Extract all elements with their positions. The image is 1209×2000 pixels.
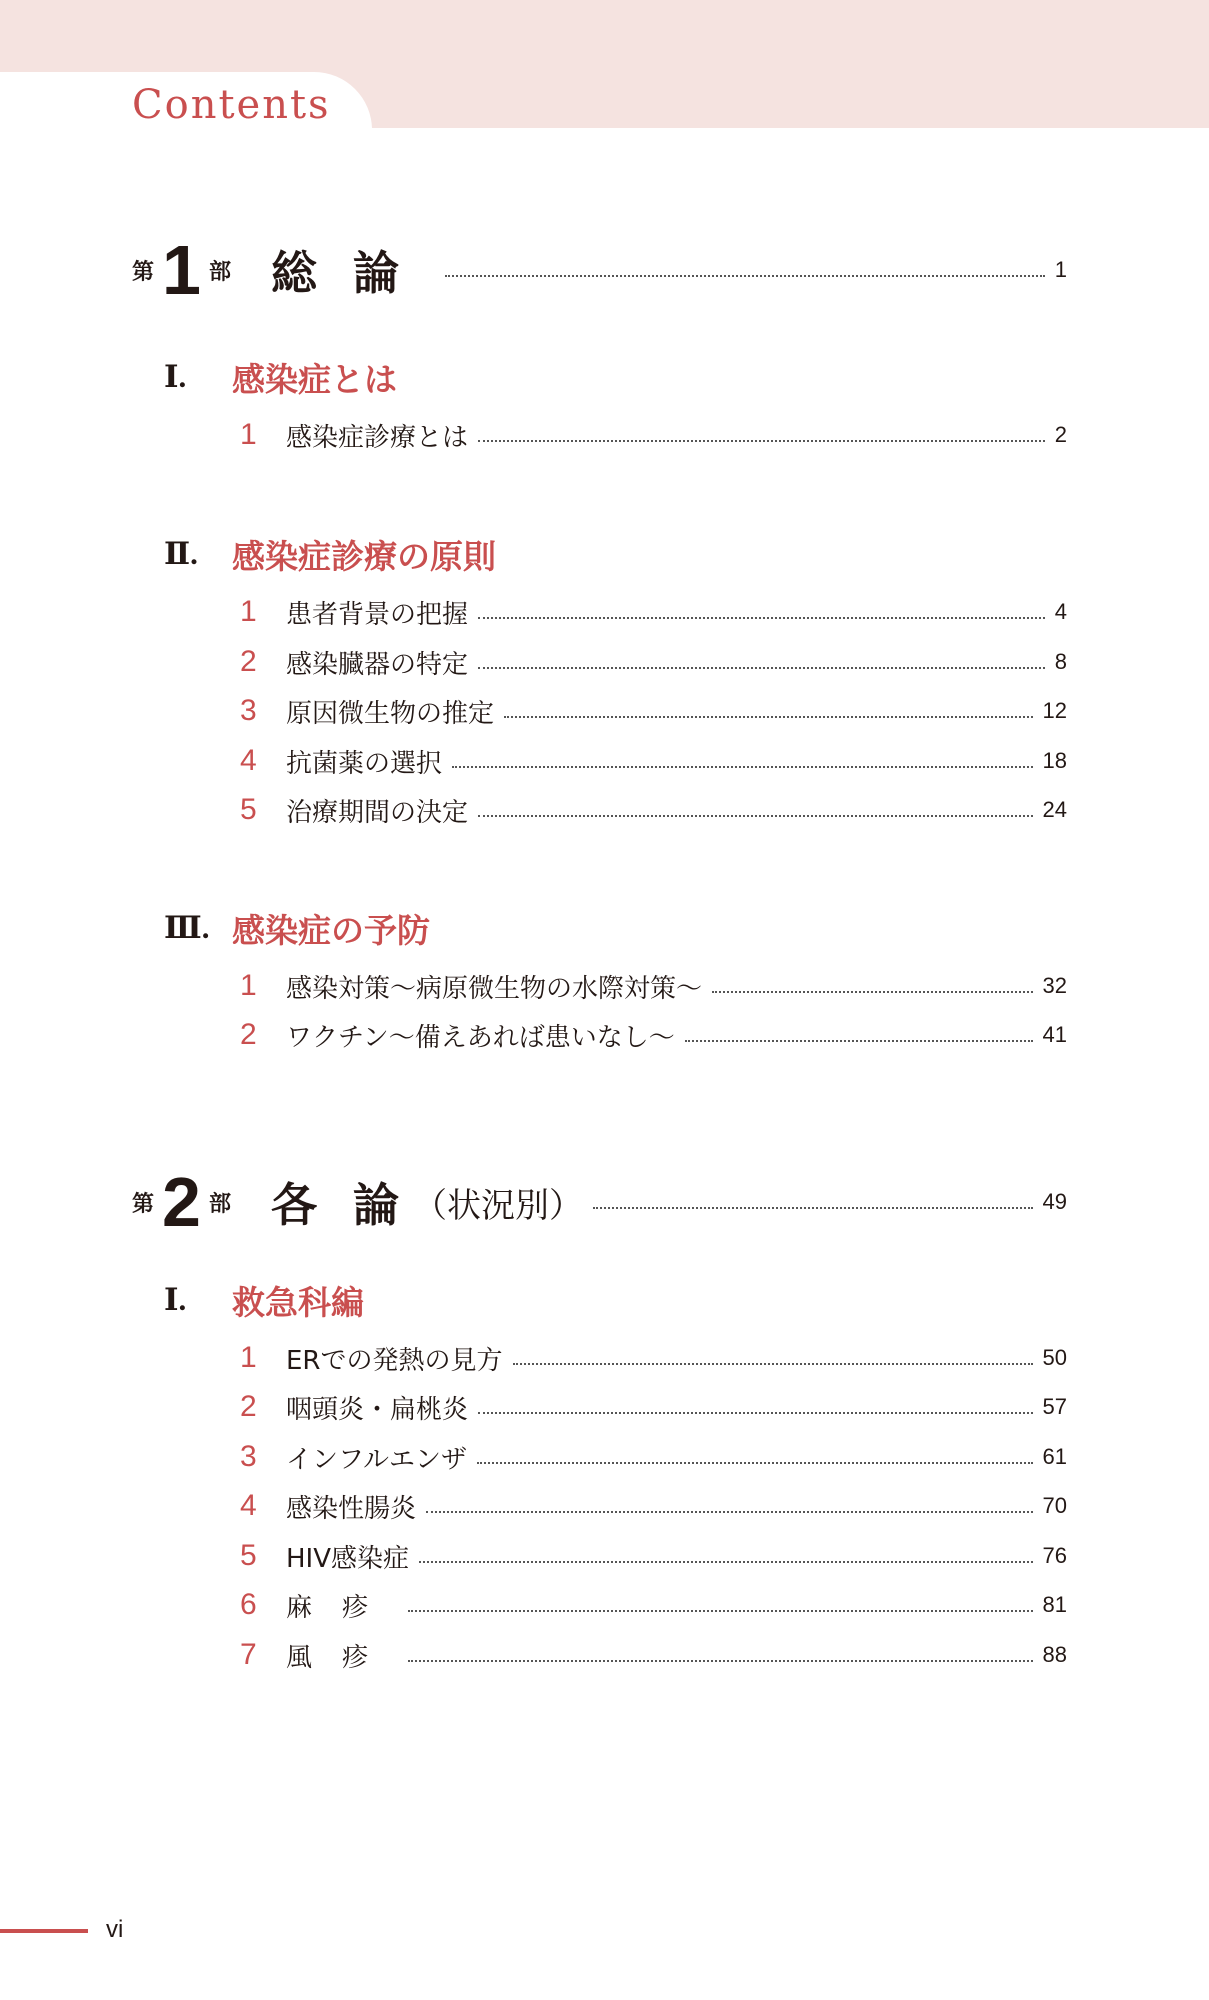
entry-title: 感染対策～病原微生物の水際対策～	[286, 973, 703, 1004]
section-numeral: Ⅰ.	[164, 1282, 187, 1317]
entry-title: 麻疹	[286, 1592, 399, 1623]
toc-entry[interactable]	[240, 1635, 1067, 1675]
section-title: 感染症診療の原則	[232, 536, 496, 576]
section-numeral: Ⅲ.	[164, 910, 210, 945]
leader-dots	[478, 617, 1045, 619]
page-number: 81	[1042, 1592, 1067, 1617]
section-title: 救急科編	[232, 1282, 364, 1322]
toc-entry[interactable]	[240, 741, 1067, 781]
entry-title: 患者背景の把握	[286, 599, 469, 630]
entry-number: 6	[240, 1588, 257, 1621]
page-number: 76	[1042, 1543, 1067, 1568]
leader-dots	[477, 1462, 1033, 1464]
toc-entry[interactable]	[240, 1536, 1067, 1576]
page-title: Contents	[132, 82, 331, 128]
entry-number: 3	[240, 694, 257, 727]
toc-entry[interactable]	[240, 1338, 1067, 1378]
page-number: 24	[1042, 797, 1067, 822]
leader-dots	[504, 716, 1033, 718]
entry-title: 原因微生物の推定	[286, 698, 495, 729]
leader-dots	[685, 1040, 1033, 1042]
page-number: 70	[1042, 1493, 1067, 1518]
entry-number: 4	[240, 1489, 257, 1522]
section-heading[interactable]	[164, 355, 397, 399]
part-suffix: 部	[208, 1191, 231, 1217]
leader-dots	[426, 1511, 1033, 1513]
page-number: 41	[1042, 1022, 1067, 1047]
toc-entry[interactable]	[240, 592, 1067, 632]
page-number: 57	[1042, 1394, 1067, 1419]
section-numeral: Ⅰ.	[164, 359, 187, 394]
entry-title: 風疹	[286, 1642, 399, 1673]
entry-number: 1	[240, 418, 257, 451]
entry-number: 2	[240, 645, 257, 678]
entry-title: 感染性腸炎	[286, 1493, 417, 1524]
page-number: 50	[1042, 1345, 1067, 1370]
entry-number: 2	[240, 1390, 257, 1423]
section-heading[interactable]	[164, 1278, 364, 1322]
leader-dots	[445, 275, 1045, 277]
part-title: 総論	[270, 246, 435, 300]
part-prefix: 第	[132, 1191, 155, 1217]
leader-dots	[513, 1363, 1033, 1365]
toc-entry[interactable]	[240, 1437, 1067, 1477]
page-number: 49	[1042, 1189, 1067, 1214]
toc-entry[interactable]	[240, 790, 1067, 830]
toc-entry[interactable]	[240, 966, 1067, 1006]
leader-dots	[478, 1412, 1033, 1414]
section-heading[interactable]	[164, 906, 430, 950]
toc-entry[interactable]	[240, 642, 1067, 682]
entry-title: インフルエンザ	[286, 1444, 467, 1475]
entry-number: 7	[240, 1638, 257, 1671]
leader-dots	[478, 815, 1033, 817]
part-2-heading[interactable]	[132, 1163, 1067, 1241]
page-number: 8	[1054, 649, 1067, 674]
leader-dots	[408, 1610, 1033, 1612]
page-number: 18	[1042, 748, 1067, 773]
section-numeral: Ⅱ.	[164, 536, 198, 571]
leader-dots	[408, 1660, 1033, 1662]
leader-dots	[419, 1561, 1033, 1563]
entry-number: 5	[240, 1539, 257, 1572]
part-1-heading[interactable]	[132, 231, 1067, 309]
part-prefix: 第	[132, 259, 155, 285]
part-number: 2	[162, 1163, 201, 1241]
entry-title: HIV感染症	[286, 1543, 410, 1574]
entry-number: 3	[240, 1440, 257, 1473]
part-suffix: 部	[208, 259, 231, 285]
part-number: 1	[162, 231, 201, 309]
toc-entry[interactable]	[240, 1486, 1067, 1526]
entry-title: 治療期間の決定	[286, 797, 469, 828]
leader-dots	[478, 440, 1045, 442]
entry-number: 5	[240, 793, 257, 826]
part-subtitle: （状況別）	[412, 1185, 583, 1226]
toc-entry[interactable]	[240, 415, 1067, 455]
footer-rule	[0, 1929, 88, 1933]
toc-entry[interactable]	[240, 691, 1067, 731]
entry-title: 感染臓器の特定	[286, 649, 469, 680]
footer-page-number: vi	[106, 1916, 124, 1943]
page-number: 12	[1042, 698, 1067, 723]
page-number: 88	[1042, 1642, 1067, 1667]
leader-dots	[593, 1207, 1033, 1209]
part-title: 各論	[270, 1178, 435, 1232]
section-title: 感染症の予防	[232, 910, 430, 950]
toc-entry[interactable]	[240, 1387, 1067, 1427]
page-number: 2	[1054, 422, 1067, 447]
leader-dots	[452, 766, 1033, 768]
entry-title: ワクチン～備えあれば患いなし～	[286, 1022, 675, 1053]
entry-title: ERでの発熱の見方	[286, 1345, 503, 1376]
page-number: 4	[1054, 599, 1067, 624]
entry-number: 4	[240, 744, 257, 777]
entry-number: 1	[240, 595, 257, 628]
toc-entry[interactable]	[240, 1585, 1067, 1625]
entry-title: 感染症診療とは	[286, 422, 469, 453]
section-heading[interactable]	[164, 532, 496, 576]
entry-number: 1	[240, 1341, 257, 1374]
page-number: 32	[1042, 973, 1067, 998]
page-number: 1	[1054, 257, 1067, 282]
toc-entry[interactable]	[240, 1015, 1067, 1055]
entry-number: 2	[240, 1018, 257, 1051]
leader-dots	[478, 667, 1045, 669]
page-number: 61	[1042, 1444, 1067, 1469]
entry-title: 抗菌薬の選択	[286, 748, 443, 779]
entry-number: 1	[240, 969, 257, 1002]
entry-title: 咽頭炎・扁桃炎	[286, 1394, 469, 1425]
section-title: 感染症とは	[232, 359, 397, 399]
leader-dots	[712, 991, 1033, 993]
